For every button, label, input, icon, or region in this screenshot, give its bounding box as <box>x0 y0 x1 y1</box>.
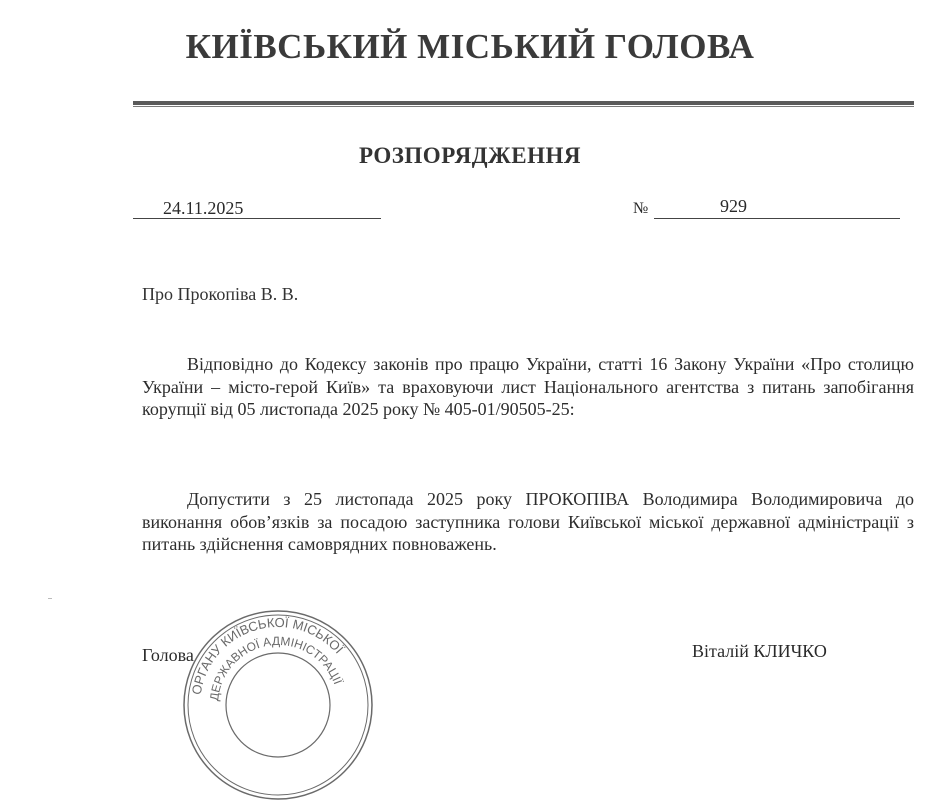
date-field <box>133 196 381 219</box>
signatory-name: Віталій КЛИЧКО <box>692 641 827 661</box>
header-divider-thick <box>133 101 914 105</box>
header-title: КИЇВСЬКИЙ МІСЬКИЙ ГОЛОВА <box>185 27 755 66</box>
official-stamp-icon <box>178 605 378 805</box>
number-value: 929 <box>720 196 747 216</box>
document-type: РОЗПОРЯДЖЕННЯ <box>358 143 582 168</box>
paragraph-basis: Відповідно до Кодексу законів про працю України, статті 16 Закону України «Про столицю України – місто-герой Київ» та враховуючи лист Національного агентства з питань запобігання корупції від 05 листопада 2025 року № 405-01/90505-25: <box>142 354 914 419</box>
stamp-inner-text: ДЕРЖАВНОЇ АДМІНІСТРАЦІЇ <box>207 633 345 702</box>
margin-mark <box>48 598 52 599</box>
header-divider-thin <box>133 106 914 107</box>
document-subject: Про Прокопіва В. В. <box>142 284 299 304</box>
date-value: 24.11.2025 <box>163 198 244 218</box>
number-field <box>654 196 900 219</box>
paragraph-order: Допустити з 25 листопада 2025 року ПРОКОПІВА Володимира Володимировича до виконання обов’язків за посадою заступника голови Київської міської державної адміністрації з питань здійснення самоврядних повноважень. <box>142 489 914 554</box>
number-label: № <box>633 200 649 217</box>
stamp-outer-text: ОРГАНУ КИЇВСЬКОЇ МІСЬКОЇ <box>188 614 347 696</box>
signatory-position: Голова <box>142 645 194 665</box>
